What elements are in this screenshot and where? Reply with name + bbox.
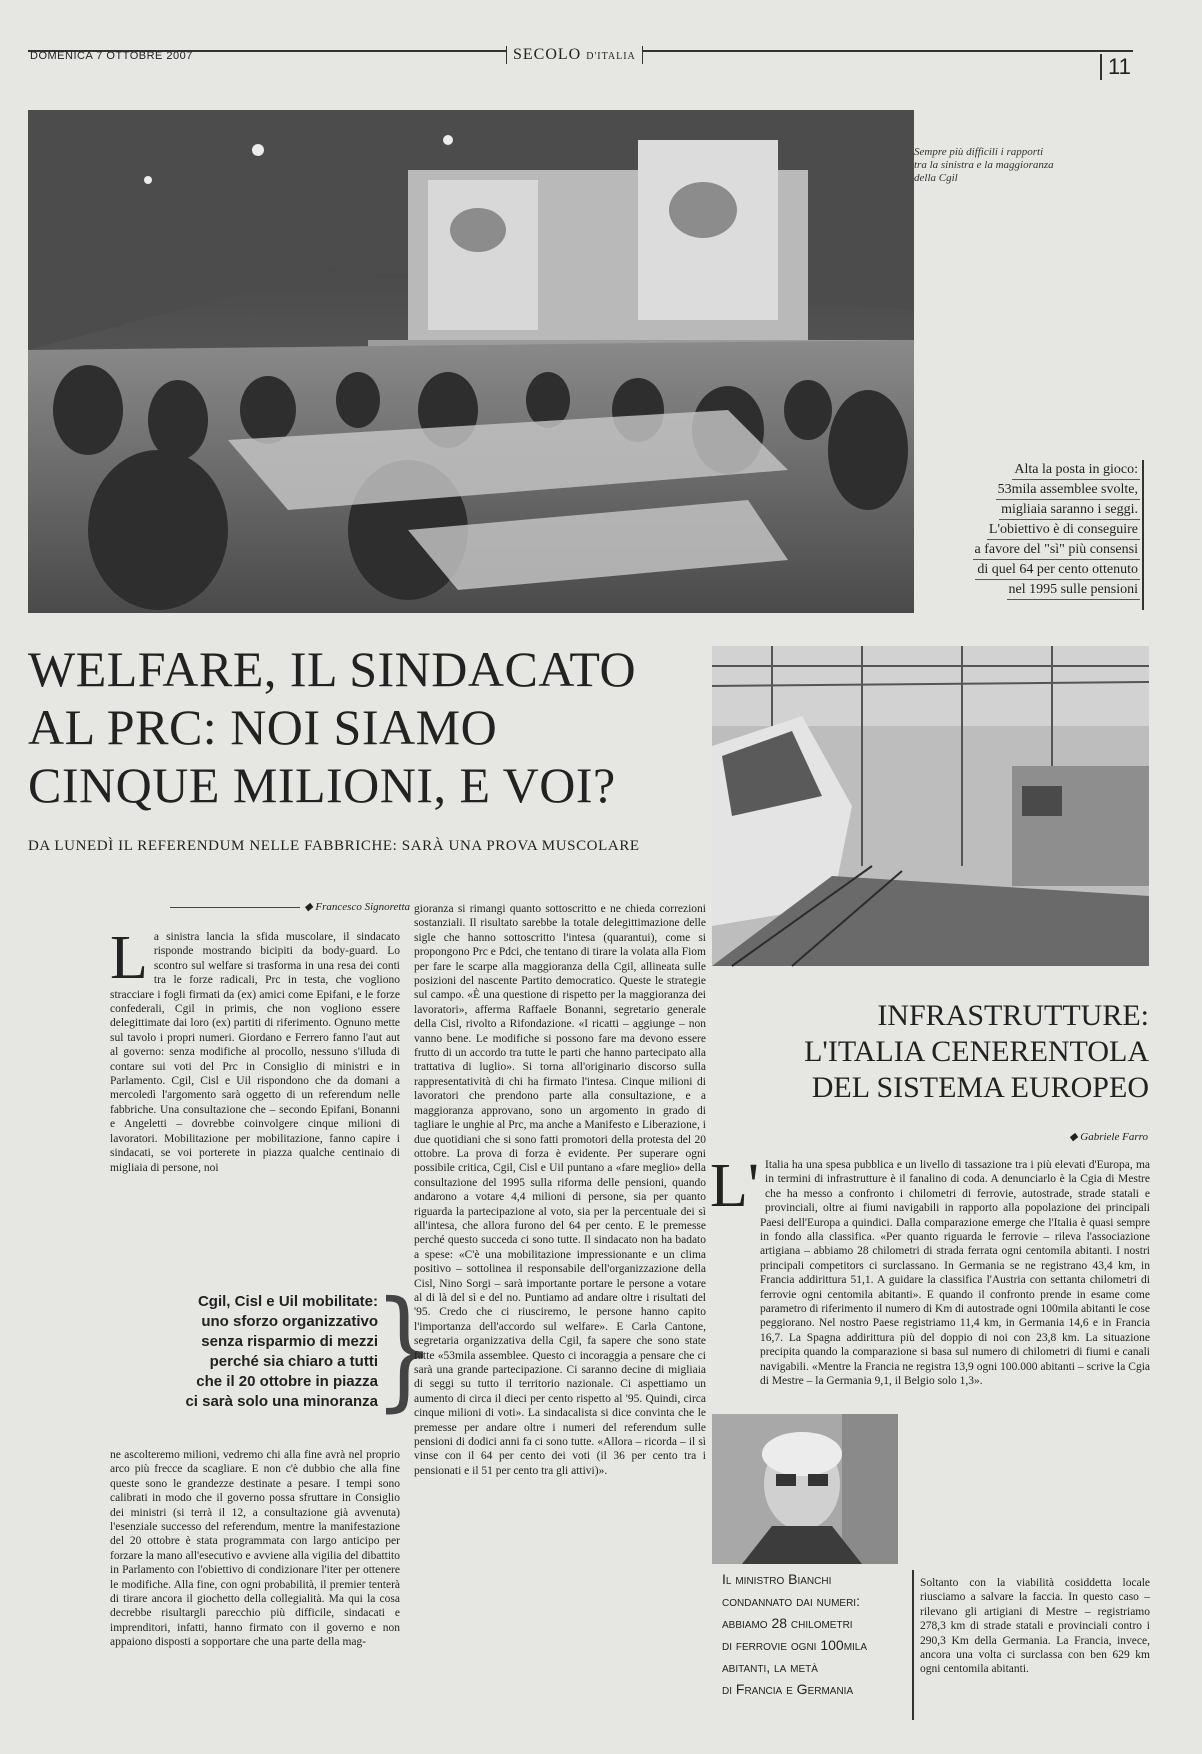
drop-cap: L: [110, 924, 148, 992]
photo-quote-box: [900, 460, 1140, 600]
quote-line: L'obiettivo è di conseguire: [987, 520, 1140, 540]
quote-line: migliaia saranno i seggi.: [999, 500, 1140, 520]
article-text: a sinistra lancia la sfida muscolare, il sindacato risponde mostrando bicipiti da body-guard. Lo scontro sul welfare si trasforma in una resa dei conti tra le forze radicali, Prc in testa, che vogliono stracciare i fogli firmati da (ex) amici come Epifani, e le forze confederali, Cgil in primis, che non vogliono essere delegittimate dai loro (ex) partiti di riferimento. Ognuno mette sul tavolo i propri numeri. Giordano e Ferrero fanno l'aut aut al governo: senza modifiche al procollo, nessuno s'illuda di contare sui voti del Prc in Consiglio di ministri e in Parlamento. Cgil, Cisl e Uil rispondono che da domani a mercoledì l'argomento sarà oggetto di un referendum nelle fabbriche. Una consultazione che – secondo Epifani, Bonanni e Angeletti – dovrebbe coinvolgere cinque milioni di lavoratori. Mobilitazione per mobilitazione, fanno capire i sindacati, se voi porterete in piazza qualche centinaio di migliaia di persone, noi: [110, 931, 400, 1174]
pull-quote-line: senza risparmio di mezzi: [201, 1333, 378, 1350]
minister-caption-line: di Francia e Germania: [722, 1681, 854, 1697]
quote-line: di quel 64 per cento ottenuto: [975, 560, 1140, 580]
page-number: 11: [1100, 54, 1131, 80]
quote-box-rule: [1142, 460, 1144, 610]
infra-headline-line: L'ITALIA CENERENTOLA: [804, 1035, 1149, 1068]
main-col-1b: [110, 1448, 400, 1738]
newspaper-name-main: SECOLO: [513, 46, 582, 63]
pull-quote: [120, 1292, 378, 1412]
pull-quote-line: Cgil, Cisl e Uil mobilitate:: [197, 1293, 378, 1310]
drop-cap: L': [710, 1152, 760, 1220]
newspaper-name: [506, 46, 643, 64]
conference-photo: [28, 110, 914, 613]
infra-col-2: [920, 1576, 1150, 1738]
pull-quote-line: che il 20 ottobre in piazza: [196, 1373, 378, 1390]
quote-line: nel 1995 sulle pensioni: [1007, 580, 1141, 600]
minister-caption-line: condannato dai numeri:: [722, 1593, 860, 1609]
minister-caption-line: Il ministro Bianchi: [722, 1571, 832, 1587]
article-text: gioranza si rimangi quanto sottoscritto e ne chieda correzioni sostanziali. Il risultato sarebbe la totale delegittimazione delle sigle che hanno sottoscritto l'intesa (quarantui), come si propongono Prc e Pdci, che tentano di tirare la volata alla Fiom per fare le scarpe alla maggioranza della Cgil, allineata sulle posizioni del nascente Partito democratico. Queste le strategie sul campo. «È una questione di rispetto per la maggioranza dei lavoratori», afferma Raffaele Bonanni, segretario generale della Cisl, rivolto a Rifondazione. «I ricatti – aggiunge – non vanno bene. Le modifiche si possono fare ma devono essere frutto di un accordo tra tutte le parti che hanno partecipato alla trattativa di luglio». Si torna all'originario discorso sulla rappresentatività di chi ha firmato l'intesa. Cinque milioni di lavoratori che prendono parte alla consultazione, e a maggioranza approvano, sono un argomento in grado di tagliare le unghie al Prc, ma anche a Manifesto e Liberazione, i due quotidiani che si sono fatti promotori della protesta del 20 ottobre. La prova di forza è evidente. Per superare ogni possibile critica, Cgil, Cisl e Uil puntano a «fare meglio» della consultazione del 1995 sulla riforma delle pensioni, quando andarono a votare 4,4 milioni di persone, sia per quanto riguarda la partecipazione al voto, sia per la percentuale dei sì all'intesa, che allora furono del 64 per cento. E le premesse perché questo succeda ci sono tutte. Il sindacato non ha badato a spese: «C'è una mobilitazione impressionante e un clima positivo – sottolinea il responsabile dell'organizzazione della Cisl, Nino Sorgi – sarà importante portare le persone a votare al di là del sì e del no. Puntiamo ad andare oltre i risultati del '95. Credo che ci riusciremo, le persone hanno capito l'importanza dell'accordo sul welfare». E Carla Cantone, segretaria organizzativa della Cgil, fa sapere che sono state fatte «53mila assemblee. Questo ci incoraggia a pensare che ci sarà una grande partecipazione. Ci saranno decine di migliaia di seggi su tutto il territorio nazionale. Ci aspettiamo un aumento di circa il dieci per cento rispetto al '95. Quindi, circa cinque milioni di voti». La sindacalista si dice convinta che le premesse per andare oltre i numeri del referendum sulle pensioni di dodici anni fa ci sono tutte. «Allora – ricorda – il sì vinse con il 64 per cento dei voti (il 36 per cento tra i pensionati e il 51 per cento tra gli attivi)».: [414, 903, 706, 1477]
conference-hall-image: [28, 110, 914, 613]
minister-caption-line: abitanti, la metà: [722, 1659, 818, 1675]
pull-quote-line: uno sforzo organizzativo: [201, 1313, 378, 1330]
infra-byline: ◆ Gabriele Farro: [1069, 1131, 1148, 1143]
article-text: Italia ha una spesa pubblica e un livello di tassazione tra i più elevati d'Europa, ma in termini di infrastrutture è il fanalino di coda. A denunciarlo è la Cgia di Mestre che ha messo a confronto i chilometri di ferrovie, autostrade, strade statali e provinciali, oltre ai fiumi navigabili in rapporto alla popolazione dei principali Paesi dell'Europa a quindici. Dalla comparazione emerge che l'Italia è quasi sempre in fondo alla classifica. «Per quanto riguarda le ferrovie – rileva l'associazione artigiana – abbiamo 28 chilometri di strada ferrata ogni centomila abitanti. I nostri principali competitors ci surclassano. In Germania se ne registrano 43,4 km, in Francia addirittura 51,1. A guidare la classifica l'Austria con settanta chilometri di ferrovie ogni centomila abitanti». E quando il confronto prende in esame come parametro di riferimento il numero di Km di autostrade ogni 100mila abitanti le cose peggiorano. Nel nostro Paese registriamo 11,4 km, in Germania 14,6 e in Francia 16,7. La Spagna addirittura più del doppio di noi con 23,8 km. La situazione precipita quando la comparazione si basa sul numero di chilometri di fiumi e canali navigabili. «Mentre la Francia ne registra 13,9 ogni 100.000 abitanti – scrive la Cgia di Mestre – la Germania 9,1, il Belgio solo 1,3».: [760, 1159, 1150, 1388]
infra-headline-line: DEL SISTEMA EUROPEO: [811, 1071, 1149, 1104]
byline-author: ◆ Francesco Signoretta: [304, 901, 410, 913]
pull-quote-line: perché sia chiaro a tutti: [209, 1353, 378, 1370]
headline-line: AL PRC: NOI SIAMO: [28, 699, 498, 755]
quote-line: 53mila assemblee svolte,: [996, 480, 1140, 500]
pull-quote-line: ci sarà solo una minoranza: [185, 1393, 378, 1410]
byline-rule: [170, 907, 300, 908]
article-text: ne ascolteremo milioni, vedremo chi alla fine avrà nel proprio arco più frecce da scagliare. E non c'è dubbio che alla fine queste sono le grandezze destinate a pesare. I tempi sono calibrati in modo che il governo possa sfruttare in Consiglio dei ministri (si terrà il 12, a consultazione già avvenuta) l'esenziale successo del referendum, mentre la manifestazione del 20 ottobre è stata programmata con largo anticipo per forzare la mano all'esecutivo e avviene alla vigilia del dibattito in Parlamento con l'obiettivo di condizionare l'iter per ottenere le modifiche. Alla fine, con ogni probabilità, il premier tenterà di tirare ancora il giochetto della collegialità. Ma qui la cosa decrebbe risultargli parecchio più difficile, sindacati e imprenditori, infatti, hanno firmato con il governo e non appaiono disposti a sopportare che una parte della mag-: [110, 1449, 400, 1649]
main-col-2: [414, 902, 706, 1740]
infra-headline-line: INFRASTRUTTURE:: [877, 999, 1149, 1032]
minister-photo: [712, 1414, 898, 1564]
main-col-1: [110, 924, 400, 1260]
main-headline: [28, 640, 708, 814]
quote-line: a favore del "sì" più consensi: [973, 540, 1140, 560]
minister-caption-line: di ferrovie ogni 100mila: [722, 1637, 868, 1653]
infra-headline: [712, 998, 1149, 1106]
minister-caption: [722, 1568, 912, 1700]
main-byline: [130, 900, 410, 913]
headline-line: WELFARE, IL SINDACATO: [28, 641, 637, 697]
train-photo: [712, 646, 1149, 966]
newspaper-name-small: D'ITALIA: [586, 51, 636, 62]
minister-caption-line: abbiamo 28 chilometri: [722, 1615, 853, 1631]
top-photo-caption: Sempre più difficili i rapporti tra la sinistra e la maggioranza della Cgil: [914, 146, 1054, 184]
issue-date: DOMENICA 7 OTTOBRE 2007: [30, 50, 193, 62]
minister-caption-rule: [912, 1570, 914, 1720]
article-text: Soltanto con la viabilità cosiddetta locale riusciamo a salvare la faccia. In questo caso – rilevano gli artigiani di Mestre – registriamo 278,3 km di strade statali e provinciali contro i 290,3 Km della Germania. La Francia, invece, ancora una volta ci surclassa con ben 629 km ogni centomila abitanti.: [920, 1577, 1150, 1676]
quote-line: Alta la posta in gioco:: [1012, 460, 1140, 480]
train-station-image: [712, 646, 1149, 966]
main-subtitle: DA LUNEDÌ IL REFERENDUM NELLE FABBRICHE: SARÀ UNA PROVA MUSCOLARE: [28, 838, 640, 854]
pull-quote-brace: }: [374, 1273, 436, 1425]
minister-portrait-image: [712, 1414, 898, 1564]
headline-line: CINQUE MILIONI, E VOI?: [28, 757, 616, 813]
